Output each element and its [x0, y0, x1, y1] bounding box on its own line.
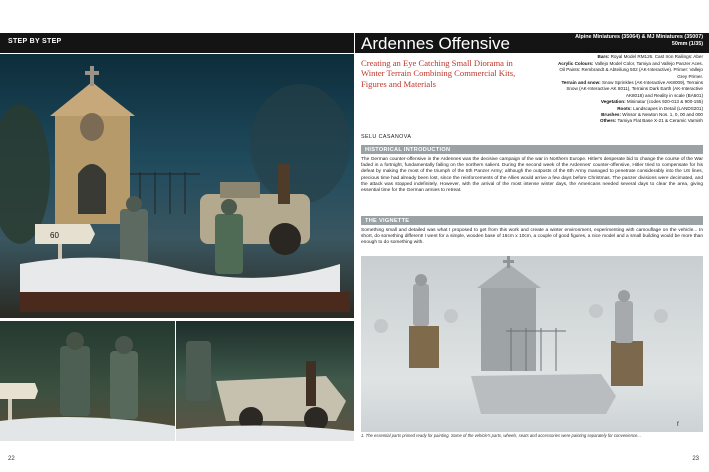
- history-paragraph: The German counter-offensive in the Ardennes was the decisive campaign of the war in Northern Europe. Hitler's desperate bid to change the course of the War faded in a fortnight, fundamentally failing on the northern salient. During the second week of the Ardennes' counter-offensive, Hitler tried to compensate for his defeat by making the most of the triumph of the 5th Panzer Army; although the outposts of the 6th Army managed to penetrate considerably into the US lines, precious time had already been lost, since the reinforcements of the Allies would arrive a few days before Christmas. The panzer divisions were decimated, and the attack was stopped indefinitely. However, with the arrival of the most intense winter days, the Americans needed several days to clear the area, giving essential time for the German armies to retreat.: [361, 157, 703, 194]
- spec-label: Others:: [600, 118, 617, 124]
- section-heading-text: HISTORICAL INTRODUCTION: [365, 146, 451, 153]
- right-page: [355, 0, 709, 472]
- left-header-bar: [0, 33, 354, 53]
- primed-parts-photo: [361, 256, 703, 432]
- spec-label: Brushes:: [601, 112, 622, 118]
- section-label: STEP BY STEP: [8, 38, 62, 45]
- spec-value: Dio Dump Ref DD089. Vehicle: Tamiya (35224): [607, 48, 703, 53]
- article-title: Ardennes Offensive: [361, 34, 510, 53]
- spec-label: Vegetation:: [600, 99, 626, 105]
- section-heading-vignette: [361, 216, 703, 225]
- spec-value: Tamiya Flat Base X-21 & Ceramic Varnish: [617, 118, 703, 124]
- left-page-number: 22: [8, 456, 15, 462]
- spec-value: Mininatur (codes 920-013 & 900-155): [626, 99, 703, 105]
- figure-sign-letter: f: [677, 422, 679, 428]
- detail-photo-vehicle: [176, 321, 354, 441]
- section-heading-text: THE VIGNETTE: [365, 217, 410, 224]
- spec-line: [553, 61, 703, 80]
- soldiers-detail-illustration: [0, 321, 175, 441]
- detail-photo-soldiers: [0, 321, 175, 441]
- spec-value: Royal Model RM126. Cast Iron Railings: Aber: [610, 54, 703, 60]
- spec-header-scale: 50mm (1/35): [671, 41, 703, 47]
- figure-caption: 1. The essential parts primed ready for painting. Some of the vehicle's parts, wheels, seats and accessories were painting separately for convenience...: [361, 433, 641, 438]
- diorama-main-photo: [0, 54, 354, 318]
- article-subtitle: Creating an Eye Catching Small Diorama in Winter Terrain Combining Commercial Kits, Figures and Materials: [361, 58, 516, 89]
- spec-label: Bars:: [597, 54, 610, 60]
- left-page: [0, 0, 354, 472]
- spec-value: Landscapes in Detail (LANDS201): [633, 105, 703, 111]
- spec-label: Acrylic Colours:: [557, 60, 594, 66]
- vignette-paragraph: Something small and detailed was what I proposed to get from this work and create a winter environment, experimenting with camouflage on the vehicle... In short, do something different! I went for a simple, wooden base of 16cm x 10cm, a couple of good figures, a nice model and a small building would be more than enough to do something with.: [361, 228, 703, 246]
- signpost-number: 60: [50, 231, 59, 240]
- spec-label: Roots:: [617, 105, 632, 111]
- right-page-number: 23: [692, 456, 699, 462]
- spec-value: Snow Sprinkles (AK-Interactive AK8009), Terrains Snow (AK-Interactive AK 8011), Terrains Dark Earth (AK-Interactive AK8018) and Reality in scale (BA501): [566, 80, 703, 98]
- spec-label: Terrain and snow:: [561, 80, 601, 86]
- spec-header-kits: Alpine Miniatures (35064) & MJ Miniatures (35007): [575, 34, 703, 40]
- diorama-illustration: [0, 54, 354, 318]
- spec-block: [553, 34, 703, 125]
- vehicle-detail-illustration: [176, 321, 354, 441]
- spec-label: Building:: [585, 48, 606, 53]
- section-heading-history: [361, 145, 703, 154]
- spec-value: Winsor & Newton Nos. 1, 0, 00 and 000: [622, 112, 703, 118]
- primed-parts-illustration: [361, 256, 703, 432]
- spec-line: [553, 118, 703, 124]
- author-name: SELU CASANOVA: [361, 134, 412, 140]
- spec-value: Vallejo Model Color, Tamiya and Vallejo Panzer Aces. Oil Paints: Rembrandt & Abteilung 502 (AK-Interactive). Primer: Vallejo Grey Primer.: [559, 60, 703, 79]
- spec-line: [553, 80, 703, 99]
